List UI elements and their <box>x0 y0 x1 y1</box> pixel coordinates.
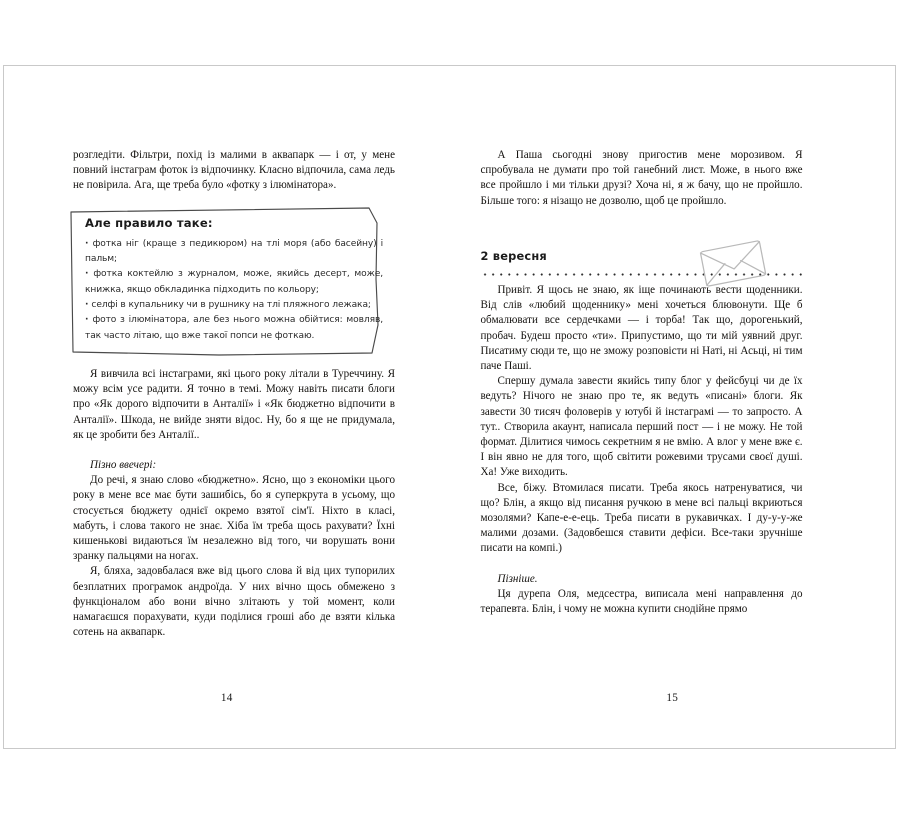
right-page-text-column <box>481 148 803 617</box>
paragraph: Ця дурепа Оля, медсестра, виписала мені направлення до терапевта. Блін, і чому не можна купити снодійне прямо <box>480 587 803 616</box>
list-item: · фото з ілюмінатора, але без нього можна обійтися: мовляв, так часто літаю, що вже такої попси не фоткаю. <box>85 313 383 344</box>
book-page-frame <box>3 65 896 749</box>
page-number-right: 15 <box>666 692 679 704</box>
spacer <box>481 557 803 572</box>
spacer <box>73 443 395 458</box>
paragraph: А Паша сьогодні знову пригостив мене морозивом. Я спробувала не думати про той ганебний лист. Може, в нього вже все пройшло і ми тільки друзі? Хоча ні, я ж бачу, що не пройшло. Більше того: я нізащо не дозволю, щоб це пройшло. <box>480 149 803 207</box>
list-item: · селфі в купальнику чи в рушнику на тлі пляжного лежака; <box>85 298 383 313</box>
left-page <box>4 66 450 748</box>
book-spread <box>4 66 895 748</box>
page-number-left: 14 <box>220 692 233 704</box>
list-item: · фотка коктейлю з журналом, може, якийсь десерт, може, книжка, якщо обкладинка підходить по кольору; <box>85 267 383 298</box>
paragraph: Я вивчила всі інстаграми, які цього року літали в Туреччину. Я можу всім усе радити. Я точно в темі. Можу навіть писати блоги про «Як дорого відпочити в Анталії» і «Як бюджетно відпочити в Анталії». Шкода, не вийде зняти відос. Ну, бо я ще не придумала, як це зробити без Анталії.. <box>73 367 395 441</box>
paragraph: Все, біжу. Втомилася писати. Треба якось натренуватися, чи що? Блін, а якщо від писання ручкою в мене всі пальці вкриються мозолями? Капе-е-е-ець. Треба писати в рукавичках. І ду-у-у-же малими дозами. (Задовбешся ставити дефіси. Все-таки зручніше писати на компі.) <box>480 481 803 555</box>
rule-box <box>69 205 399 354</box>
paragraph: Привіт. Я щось не знаю, як іще починають вести щоденники. Від слів «любий щоденнику» мені хочеться блювонути. Ще б обмалювати все сердечками — і торба! Так що, дорогенький, пробач. Будеш просто «ти». Припустимо, що ти мій уявний друг. Писатиму сюди те, що не зможу розповісти ні Наті, ні Асьці, ні тим паче Паші. <box>480 284 803 373</box>
paragraph: розгледіти. Фільтри, похід із малими в аквапарк — і от, у мене повний інстаграм фоток із відпочинку. Класно відпочила, сама ледь не повірила. Ага, ще треба було «фотку з ілюмінатора». <box>73 149 395 192</box>
right-page <box>450 66 896 748</box>
paragraph: До речі, я знаю слово «бюджетно». Ясно, що з економіки цього року в мене все має бути зашибісь, бо я суперкрута в усьому, що стосується бюджету однієї окремо взятої сім'ї. Ніхто в класі, мабуть, і слова такого не знає. Хіба їм треба щось рахувати? Їхні кишенькові видаються їм незалежно від того, чи ворушать вони зранку пальцями на ногах. <box>73 474 395 563</box>
spacer <box>481 209 803 229</box>
left-page-text-column <box>73 148 395 640</box>
paragraph: Спершу думала завести якийсь типу блог у фейсбуці чи де їх ведуть? Нічого не знаю про те, як ведуть «писані» блоги. Як завести 30 тисяч фоловерів у ютубі й інстаграмі — то запросто. А тут.. Створила акаунт, написала перший пост — і не можу. Не той формат. Ділитися чимось секретним я не вмію. А влог у мене вже є. І він явно не для того, щоб світити рожевими трусами своєї душі. Ха! Уже виходить. <box>480 375 803 479</box>
paragraph: Я, бляха, задовбалася вже від цього слова й від цих тупорилих безплатних програмок андроїда. У них вічно щось обмежено з функціоналом або вони вічно злітають у той момент, коли намагаєшся порахувати, куди поділися гроші або де взяти кілька сотень на аквапарк. <box>73 565 395 639</box>
time-subheading: Пізно ввечері: <box>90 458 157 471</box>
diary-entry-date: 2 вересня <box>480 248 547 263</box>
rule-box-list <box>85 237 383 344</box>
envelope-icon <box>696 236 770 290</box>
list-item: · фотка ніг (краще з педикюром) на тлі моря (або басейну) і пальм; <box>85 237 383 268</box>
time-subheading: Пізніше. <box>497 572 538 585</box>
rule-box-content <box>69 205 399 354</box>
rule-box-title: Але правило таке: <box>85 215 213 230</box>
